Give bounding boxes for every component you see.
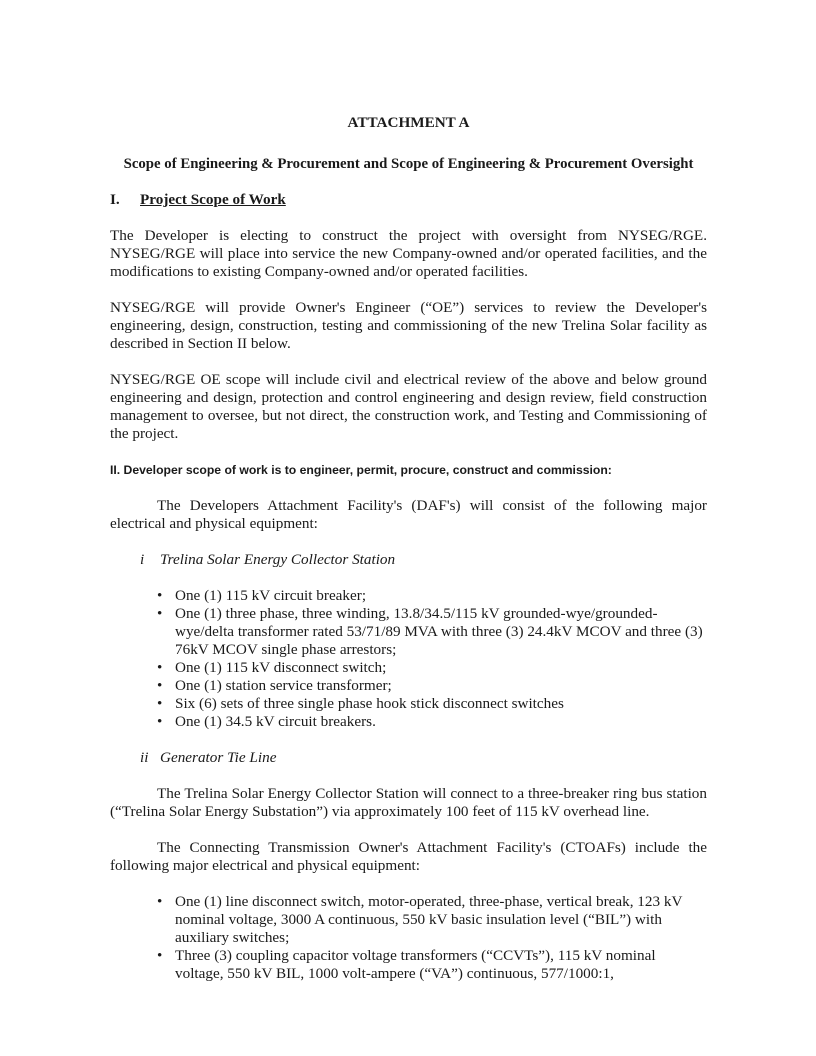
subitem-ii-heading: [140, 749, 707, 767]
ctoaf-equipment-list: [110, 893, 707, 983]
section-2-heading: II. Developer scope of work is to engineer, permit, procure, construct and commission:: [110, 463, 612, 477]
list-item: • One (1) 115 kV disconnect switch;: [157, 659, 707, 677]
subitem-ii-label: Generator Tie Line: [160, 749, 277, 766]
document-subtitle: Scope of Engineering & Procurement and Scope of Engineering & Procurement Oversight: [123, 156, 694, 172]
collector-station-equipment-list: [110, 587, 707, 731]
section-1-number: I.: [110, 191, 120, 208]
subitem-i-label: Trelina Solar Energy Collector Station: [160, 551, 396, 568]
section-1-heading: [110, 191, 707, 209]
ctoaf-intro-paragraph: The Connecting Transmission Owner's Attachment Facility's (CTOAFs) include the following major electrical and physical equipment:: [110, 839, 707, 874]
section-1-title: Project Scope of Work: [140, 191, 286, 208]
list-item: • One (1) 115 kV circuit breaker;: [157, 587, 707, 605]
subitem-i-heading: [140, 551, 707, 569]
subitem-ii-numeral: ii: [140, 749, 149, 766]
list-item: • One (1) three phase, three winding, 13.8/34.5/115 kV grounded-wye/grounded-wye/delta transformer rated 53/71/89 MVA with three (3) 24.4kV MCOV and three (3) 76kV MCOV single phase arrestors;: [157, 605, 707, 659]
generator-tie-line-paragraph: The Trelina Solar Energy Collector Station will connect to a three-breaker ring bus station (“Trelina Solar Energy Substation”) via approximately 100 feet of 115 kV overhead line.: [110, 785, 707, 820]
list-item: • Six (6) sets of three single phase hook stick disconnect switches: [157, 695, 707, 713]
list-item: • One (1) 34.5 kV circuit breakers.: [157, 713, 707, 731]
document-title: ATTACHMENT A: [347, 114, 470, 131]
section-1-paragraph: NYSEG/RGE will provide Owner's Engineer (“OE”) services to review the Developer's engineering, design, construction, testing and commissioning of the new Trelina Solar facility as described in Section II below.: [110, 299, 707, 352]
document-body: [110, 114, 707, 1001]
section-2-intro: The Developers Attachment Facility's (DAF's) will consist of the following major electrical and physical equipment:: [110, 497, 707, 532]
list-item: • Three (3) coupling capacitor voltage transformers (“CCVTs”), 115 kV nominal voltage, 550 kV BIL, 1000 volt-ampere (“VA”) continuous, 577/1000:1,: [157, 947, 707, 983]
subitem-i-numeral: i: [140, 551, 145, 568]
section-1-paragraph: The Developer is electing to construct the project with oversight from NYSEG/RGE. NYSEG/RGE will place into service the new Company-owned and/or operated facilities, and the modifications to existing Company-owned and/or operated facilities.: [110, 227, 707, 280]
section-1-paragraph: NYSEG/RGE OE scope will include civil and electrical review of the above and below ground engineering and design, protection and control engineering and design review, field construction management to oversee, but not direct, the construction work, and Testing and Commissioning of the project.: [110, 371, 707, 442]
list-item: • One (1) line disconnect switch, motor-operated, three-phase, vertical break, 123 kV nominal voltage, 3000 A continuous, 550 kV basic insulation level (“BIL”) with auxiliary switches;: [157, 893, 707, 947]
list-item: • One (1) station service transformer;: [157, 677, 707, 695]
